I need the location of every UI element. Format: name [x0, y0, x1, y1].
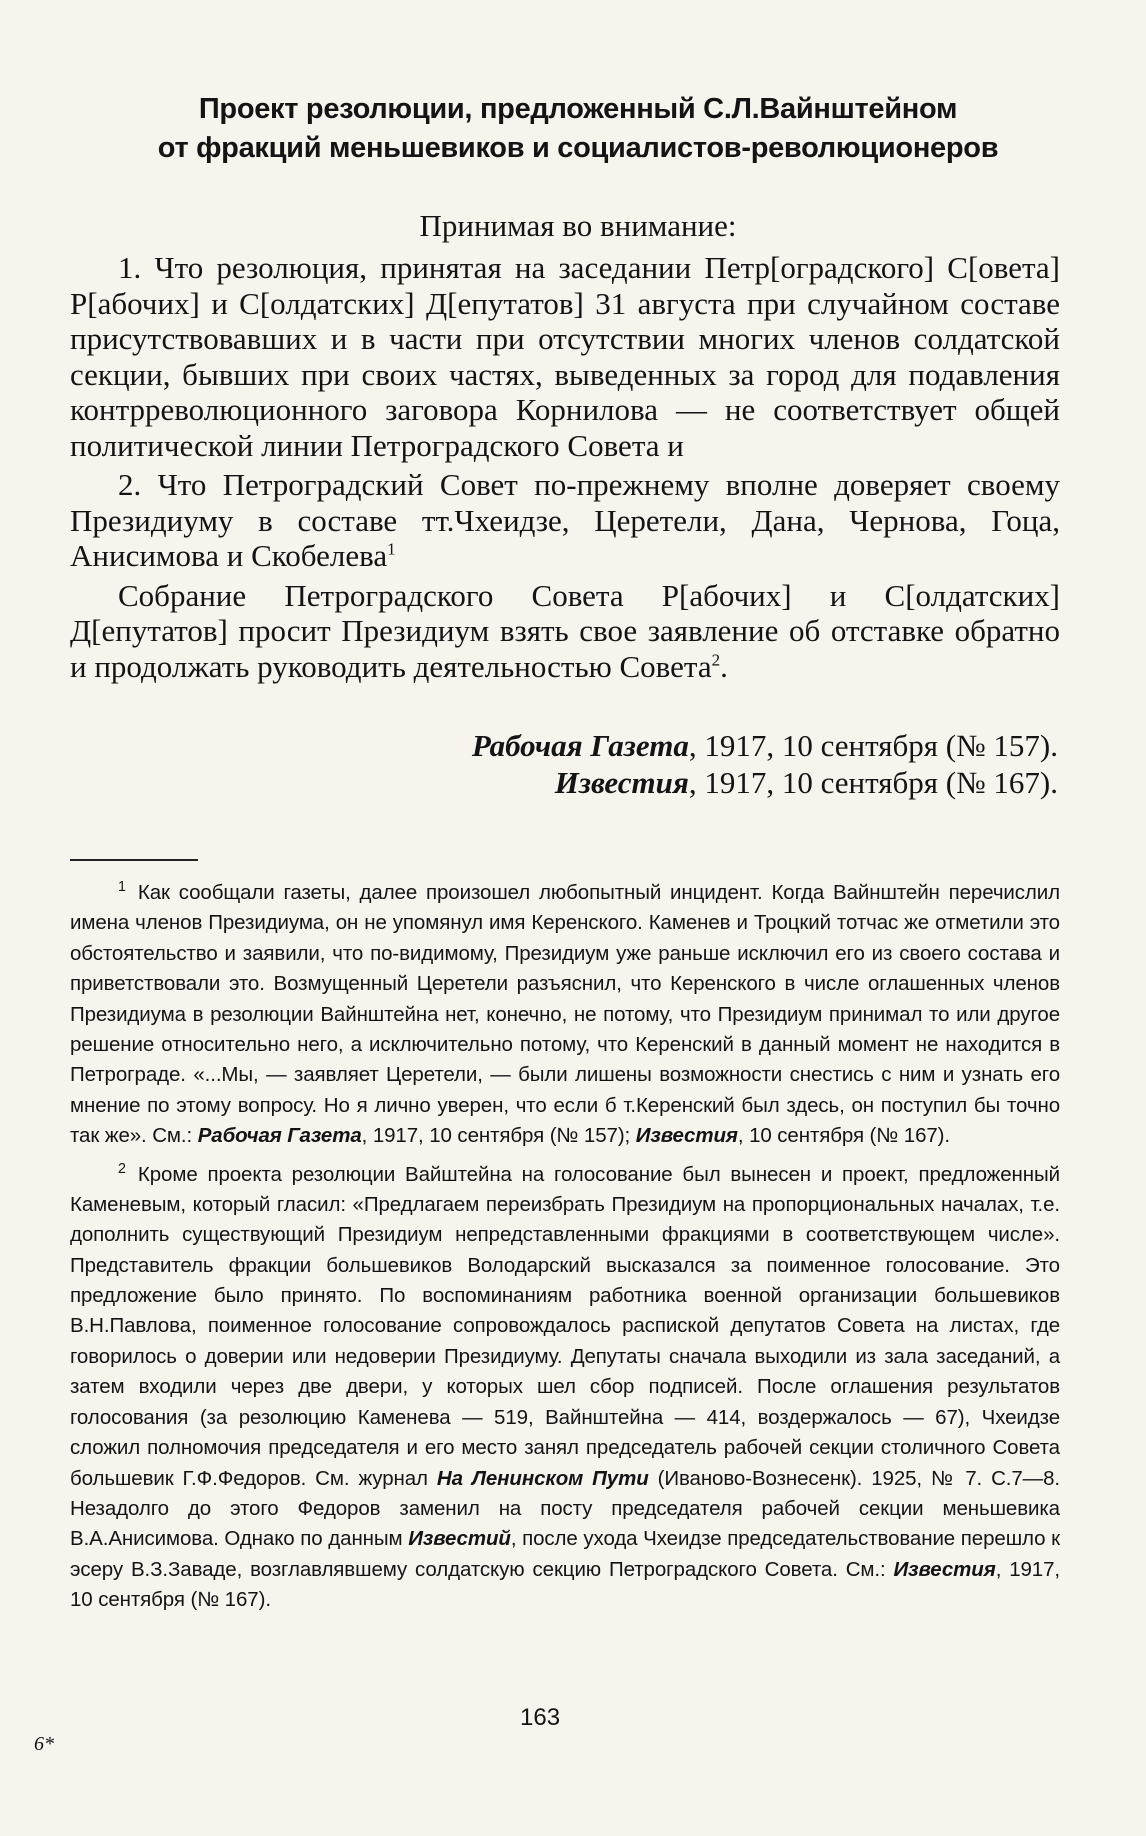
- footnote-ref-2: 2: [711, 650, 721, 670]
- title-line-1: Проект резолюции, предложенный С.Л.Вайнштейном: [198, 93, 958, 125]
- document-title: [70, 90, 1086, 168]
- printer-signature-mark: 6*: [34, 1733, 54, 1755]
- resolution-body: [70, 250, 1060, 684]
- footnote-ref-1: 1: [387, 539, 396, 559]
- publication-name: Известий: [408, 1527, 511, 1551]
- source-details: , 1917, 10 сентября (№ 167).: [688, 765, 1058, 800]
- source-name: Известия: [554, 765, 689, 800]
- publication-name: Известия: [893, 1557, 996, 1581]
- publication-name: На Ленинском Пути: [436, 1466, 649, 1490]
- footnote-divider: [70, 859, 198, 861]
- publication-name: Рабочая Газета: [197, 1124, 362, 1148]
- footnote-mark: 1: [118, 879, 126, 895]
- source-line-2: [70, 764, 1058, 801]
- source-details: , 1917, 10 сентября (№ 157).: [688, 728, 1058, 763]
- page-number: 163: [520, 1704, 561, 1731]
- preamble-heading: Принимая во внимание:: [419, 208, 737, 243]
- source-name: Рабочая Газета: [471, 728, 689, 763]
- title-line-2: от фракций меньшевиков и социалистов-революционеров: [157, 132, 999, 164]
- footnote-mark: 2: [118, 1160, 126, 1177]
- source-line-1: [70, 727, 1058, 764]
- footnote-2: $^2$ Кроме проекта резолюции Вайштейна на голосование был вынесен и проект, предложенный Каменевым, который гласил: «Предлагаем переизбрать Президиум на пропорциональных началах, т.е. дополнить существующий Президиум непредставленными фракциями в соответствующем числе». Представитель фракции большевиков Володарский высказался за поименное голосование. Это предложение было принято. По воспоминаниям работника военной организации большевиков В.Н.Павлова, поименное голосование сопровождалось распиской депутатов Совета на листах, где говорилось о доверии или недоверии Президиуму. Депутаты сначала выходили из зала заседаний, а затем входили через две двери, у которых шел сбор подписей. После оглашения результатов голосования (за резолюцию Каменева — 519, Вайнштейна — 414, воздержалось — 67), Чхеидзе сложил полномочия председателя и его место занял председатель рабочей секции столичного Совета большевик Г.Ф.Федоров. См. журнал На Ленинском Пути (Иваново-Вознесенк). 1925, № 7. С.7—8. Незадолго до этого Федоров заменил на посту председателя рабочей секции меньшевика В.А.Анисимова. Однако по данным Известий, после ухода Чхеидзе председательствование перешло к эсеру В.З.Заваде, возглавлявшему солдатскую секцию Петроградского Совета. См.: Известия, 1917, 10 сентября (№ 167).: [70, 1160, 1060, 1612]
- publication-name: Известия: [635, 1124, 738, 1148]
- resolution-point-2: 2. Что Петроградский Совет по-прежнему вполне доверяет своему Президиуму в составе тт.Чхеидзе, Церетели, Дана, Чернова, Гоца, Анисимова и Скобелева$^1$: [70, 467, 1060, 573]
- footnote-1: $^1$ Как сообщали газеты, далее произошел любопытный инцидент. Когда Вайнштейн перечислил имена членов Президиума, он не упомянул имя Керенского. Каменев и Троцкий тотчас же отметили это обстоятельство и заявили, что по-видимому, Президиум уже раньше исключил его из своего состава и приветствовали это. Возмущенный Церетели разъяснил, что Керенского в числе оглашенных членов Президиума в резолюции Вайнштейна нет, конечно, не потому, что Президиум принимал то или другое решение относительно него, а исключительно потому, что Керенский в данный момент не находится в Петрограде. «...Мы, — заявляет Церетели, — были лишены возможности снестись с ним и узнать его мнение по этому вопросу. Но я лично уверен, что если б т.Керенский был здесь, он поступил бы точно так же». См.: Рабочая Газета, 1917, 10 сентября (№ 157); Известия, 10 сентября (№ 167).: [70, 879, 1060, 1148]
- source-citations: [70, 727, 1058, 801]
- resolution-point-1: 1. Что резолюция, принятая на заседании Петр[оградского] С[овета] Р[абочих] и С[олдатских] Д[епутатов] 31 августа при случайном составе присутствовавших и в части при отсутствии многих членов солдатской секции, бывших при своих частях, выведенных за город для подавления контрреволюционного заговора Корнилова — не соответствует общей политической линии Петроградского Совета и: [70, 250, 1060, 463]
- resolution-decision: Собрание Петроградского Совета Р[абочих] и С[олдатских] Д[епутатов] просит Президиум взять свое заявление об отставке обратно и продолжать руководить деятельностью Совета$^2$.: [70, 577, 1060, 684]
- footnotes: [70, 872, 1060, 1616]
